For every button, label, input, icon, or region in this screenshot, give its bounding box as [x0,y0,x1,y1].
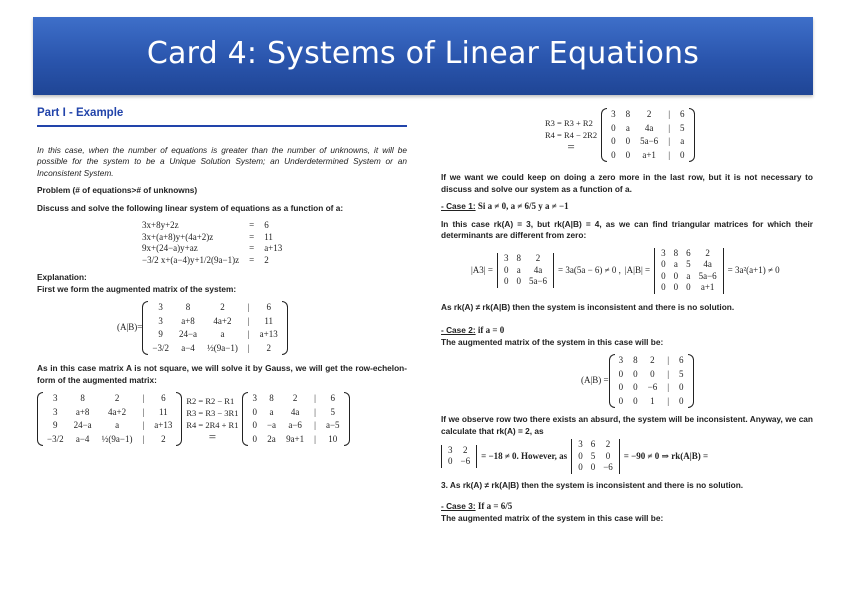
case2-observation: If we observe row two there exists an absurd, the system will be inconsistent. Anyway, we can calculate that rk(A) = 2, as [441,414,813,436]
equation-lhs: 3x+8y+2z [142,220,179,230]
matrix-cell: 1 [650,395,655,406]
matrix-cell: | [247,329,250,339]
det4 [571,439,620,474]
det1-result: = 3a(5a − 6) ≠ 0 , [558,264,621,275]
row-operations: R2 = R2 − R1 R3 = R3 − 3R1 R4 = 2R4 + R1 = [186,396,239,444]
matrix-cell: 8 [80,393,85,403]
matrix-cell: 0 [661,282,666,292]
discuss-text: Discuss and solve the following linear system of equations as a function of a: [37,202,344,213]
matrix-cell: 0 [661,270,666,281]
matrix-cell: 2 [114,393,120,403]
matrix-cell: 3 [53,393,58,403]
matrix-cell: a+1 [700,282,715,292]
equation-row: −3/2 x+(a−4)y+1/2(9a−1)z = 2 [137,255,287,267]
matrix-cell: 0 [680,149,685,160]
case2-determinants [441,439,813,474]
matrix-cell: 24−a [73,420,92,430]
matrix-cell: 0 [618,382,624,392]
matrix-cell: 8 [185,302,191,312]
left-column [37,108,407,446]
matrix-cell: 0 [633,382,638,392]
matrix-cell: 0 [252,420,257,430]
matrix-cell: 2 [605,439,611,449]
case3-condition [441,501,813,513]
echelon-matrix [601,108,694,162]
matrix-cell: 0 [650,368,655,379]
matrix-cell: 5 [679,368,684,379]
matrix-cell: 2a [267,433,276,444]
matrix-cell: 10 [328,433,338,444]
matrix-cell: ½(9a−1) [207,342,238,353]
matrix-cell: 0 [679,382,684,392]
case3-label: - Case 3: [441,501,476,511]
matrix-cell: 4a+2 [213,315,232,326]
matrix-cell: 0 [516,276,521,287]
case3-cond: If a = 6/5 [477,501,513,511]
matrix-cell: 0 [252,406,257,417]
case1-text: In this case rk(A) = 3, but rk(A|B) = 4, as we can find triangular matrices for which their determinants are different from zero: [441,218,813,240]
matrix-cell: | [668,149,670,160]
det3-result: = −18 ≠ 0. However, as [481,450,568,461]
matrix-cell: 0 [625,149,631,160]
det2-result: = 3a²(a+1) ≠ 0 [727,264,780,275]
matrix-cell: 6 [679,355,684,365]
matrix-cell: 3 [611,109,616,119]
matrix-cell: 0 [618,368,624,379]
matrix-cell: a−4 [75,433,90,444]
matrix-cell: 11 [159,406,168,417]
matrix-cell: 2 [646,109,652,119]
case1-conclusion: As rk(A) ≠ rk(A|B) then the system is inconsistent and there is no solution. [441,301,735,312]
gauss-step-block [37,392,407,446]
matrix-cell: | [142,420,145,430]
echelon-step-block [541,108,813,162]
matrix-cell: 2 [650,355,655,365]
title-banner [33,17,813,95]
matrix-cell: 5a−6 [698,270,717,281]
matrix-cell: a−6 [288,420,302,430]
augmented-matrix-block [117,301,407,355]
gauss-text: As in this case matrix A is not square, we will solve it by Gauss, we will get the row-echelon-form of the augmented matrix: [37,363,407,385]
matrix-cell: 0 [578,462,583,472]
matrix-cell: 0 [503,264,509,275]
case2-matrix [609,354,694,408]
matrix-cell: −6 [603,462,613,472]
case2-text: The augmented matrix of the system in this case will be: [441,336,664,347]
matrix-cell: a+1 [642,149,656,160]
matrix-cell: a+13 [154,420,173,430]
matrix-cell: | [314,433,316,444]
case1-cond: Si a ≠ 0, a ≠ 6/5 y a ≠ −1 [477,201,569,211]
matrix-cell: 8 [516,253,521,264]
matrix-cell: 6 [680,109,685,119]
matrix-cell: 6 [330,393,335,403]
right-column [441,108,813,530]
matrix-cell: 3 [618,355,624,365]
matrix-cell: 0 [673,282,679,292]
equation-lhs: 9x+(24−a)y+az [142,243,198,253]
matrix-cell: 2 [292,393,298,403]
matrix-cell: a [269,406,274,417]
matrix-cell: ½(9a−1) [101,433,133,444]
matrix-cell: 0 [673,270,679,281]
matrix-cell: 11 [264,315,274,326]
equation-lhs: −3/2 x+(a−4)y+1/2(9a−1)z [142,254,240,265]
matrix-cell: 3 [252,393,257,403]
matrix-cell: 0 [252,433,257,444]
matrix-cell: 8 [269,393,274,403]
matrix-cell: 6 [590,439,596,449]
matrix-cell: 3 [158,302,163,312]
matrix-cell: 24−a [178,329,198,339]
matrix-cell: 4a [533,264,543,275]
matrix-cell: 8 [673,247,679,258]
matrix-cell: 3 [448,444,453,455]
matrix-cell: 5a−6 [640,136,659,146]
matrix-cell: | [667,395,670,406]
matrix-cell: 0 [605,450,611,461]
case2-matrix-label: (A|B) = [581,375,609,386]
det1 [497,253,554,288]
matrix-cell: 2 [463,444,468,455]
matrix-cell: 0 [661,259,666,269]
matrix-cell: 0 [448,456,453,467]
equation-row: 3x+(a+8)y+(4a+2)z = 11 [137,232,287,244]
case1-label: - Case 1: [441,201,476,211]
matrix-cell: a−4 [181,342,195,353]
matrix-cell: a+13 [259,329,278,339]
case3-text: The augmented matrix of the system in this case will be: [441,512,664,523]
matrix-cell: −6 [460,456,471,467]
reduced-matrix [242,392,349,446]
matrix-cell: 6 [161,393,166,403]
matrix-cell: 0 [633,395,638,406]
matrix-cell: 3 [578,439,583,449]
matrix-cell: 2 [705,247,710,258]
augmented-label: (A|B)= [117,322,143,333]
matrix-cell: 8 [633,355,638,365]
equation-rhs: 11 [264,231,273,242]
matrix-cell: 0 [679,395,684,406]
matrix-cell: 6 [686,247,691,258]
matrix-cell: | [668,109,670,119]
matrix-cell: a+8 [181,315,195,326]
matrix-cell: 0 [625,136,631,146]
matrix-cell: 8 [625,109,631,119]
matrix-cell: 5 [680,122,685,133]
matrix-cell: | [314,393,316,403]
augmented-matrix [142,301,287,355]
matrix-cell: 0 [578,450,583,461]
case1-determinants [471,248,813,294]
matrix-cell: a+8 [75,406,90,417]
matrix-cell: 3 [53,406,58,417]
det4-result: = −90 ≠ 0 ⇒ rk(A|B) = [623,450,709,461]
row-operations: R3 = R3 + R2 R4 = R4 − 2R2 = [545,118,598,154]
matrix-cell: 2 [266,342,271,353]
equation-row: 9x+(24−a)y+az = a+13 [137,243,287,255]
matrix-cell: a [115,420,120,430]
matrix-cell: a [516,264,521,275]
case2-cond: if a = 0 [477,325,505,335]
matrix-cell: 3 [503,253,509,264]
det2-label: |A|B| = [624,264,651,275]
matrix-cell: 2 [535,253,541,264]
matrix-cell: | [247,302,250,312]
matrix-cell: | [247,315,250,326]
first-step-text: First we form the augmented matrix of the system: [37,283,237,294]
matrix-cell: a [673,259,678,269]
section-heading: Part I - Example [37,108,407,127]
matrix-cell: −3/2 [152,342,169,353]
matrix-cell: −6 [647,382,658,392]
equation-lhs: 3x+(a+8)y+(4a+2)z [142,231,214,242]
matrix-cell: a [625,122,630,133]
matrix-cell: 2 [220,302,225,312]
matrix-cell: | [314,406,316,417]
matrix-cell: 3 [158,315,163,326]
equation-rhs: 2 [264,254,269,265]
matrix-cell: 9a+1 [286,433,305,444]
case2-matrix-block [581,354,813,408]
matrix-cell: 0 [686,282,691,292]
matrix-cell: 0 [618,395,624,406]
matrix-cell: | [142,393,145,403]
matrix-cell: 5 [330,406,335,417]
equation-rhs: a+13 [264,243,283,253]
matrix-cell: | [314,420,316,430]
matrix-cell: a [686,270,691,281]
matrix-cell: 5a−6 [528,276,548,287]
matrix-cell: | [142,406,145,417]
intro-text: In this case, when the number of equations is greater than the number of unknowns, it will be possible for the system to be a Unique Solution System; an Underdetermined System or an Inconsistent System. [37,144,407,178]
case2-conclusion: 3. As rk(A) ≠ rk(A|B) then the system is inconsistent and there is no solution. [441,479,744,490]
original-matrix [37,392,182,446]
zero-row-text: If we want we could keep on doing a zero more in the last row, but it is not necessary to discuss and solve our system as a function of a. [441,172,813,194]
page-title: Card 4: Systems of Linear Equations [146,36,700,71]
matrix-cell: −3/2 [47,433,64,444]
matrix-cell: 0 [633,368,638,379]
matrix-cell: 0 [503,276,509,287]
matrix-cell: | [247,342,250,353]
equation-rhs: 6 [264,220,269,230]
case2-condition [441,325,813,337]
explanation-label: Explanation: [37,272,87,282]
equation-row: 3x+8y+2z = 6 [137,220,287,232]
matrix-cell: 6 [266,302,271,312]
matrix-cell: 0 [611,122,616,133]
matrix-cell: | [667,382,670,392]
matrix-cell: | [667,355,670,365]
matrix-cell: 0 [590,462,596,472]
matrix-cell: a−5 [325,420,340,430]
matrix-cell: −a [266,420,277,430]
matrix-cell: 9 [158,329,163,339]
matrix-cell: 2 [161,433,166,444]
matrix-cell: 4a [644,122,654,133]
problem-label: Problem (# of equations># of unknowns) [37,185,198,195]
matrix-cell: 4a [290,406,300,417]
equation-system [137,220,287,266]
matrix-cell: 0 [611,136,616,146]
matrix-cell: 0 [611,149,616,160]
case1-condition [441,201,813,213]
matrix-cell: 5 [590,450,596,461]
matrix-cell: 3 [661,247,666,258]
matrix-cell: 4a+2 [108,406,127,417]
matrix-cell: 5 [686,259,691,269]
det1-label: |A3| = [471,264,493,275]
matrix-cell: | [668,122,670,133]
matrix-cell: | [142,433,145,444]
matrix-cell: | [668,136,670,146]
matrix-cell: 4a [703,259,712,269]
case2-label: - Case 2: [441,325,476,335]
det2 [654,248,724,294]
matrix-cell: a [680,136,685,146]
matrix-cell: | [667,368,670,379]
matrix-cell: a [220,329,225,339]
det3 [441,445,477,468]
matrix-cell: 9 [53,420,58,430]
